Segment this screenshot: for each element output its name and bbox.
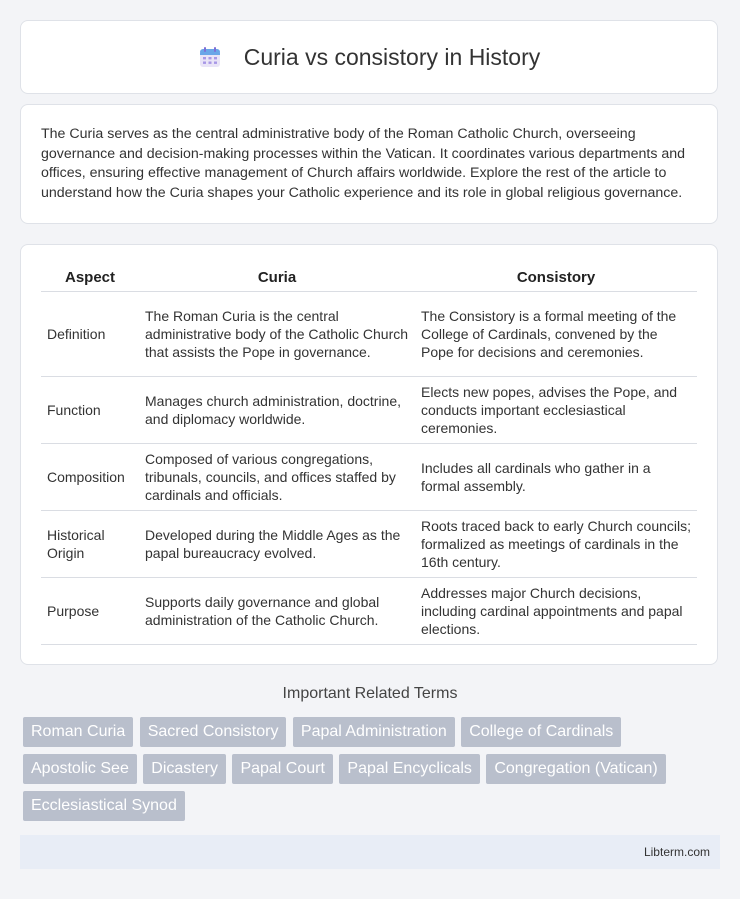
intro-card <box>20 104 718 224</box>
tag-college-of-cardinals[interactable]: College of Cardinals <box>461 717 621 747</box>
title-card <box>20 20 718 94</box>
aspect-cell: Composition <box>41 444 139 511</box>
calendar-icon <box>198 45 222 69</box>
aspect-cell: Function <box>41 377 139 444</box>
consistory-cell: The Consistory is a formal meeting of the College of Cardinals, convened by the Pope for decisions and ceremonies. <box>415 292 697 377</box>
curia-cell: Manages church administration, doctrine, and diplomacy worldwide. <box>139 377 415 444</box>
intro-paragraph: The Curia serves as the central administrative body of the Roman Catholic Church, overseeing governance and decision-making processes within the Vatican. It coordinates various departments and offices, ensuring effective management of Church affairs worldwide. Explore the rest of the article to understand how the Curia shapes your Catholic experience and its role in global religious governance. <box>41 126 686 201</box>
footer <box>20 835 720 869</box>
tag-papal-court[interactable]: Papal Court <box>232 754 333 784</box>
aspect-cell: Definition <box>41 292 139 377</box>
header-consistory: Consistory <box>415 263 697 292</box>
consistory-cell: Includes all cardinals who gather in a formal assembly. <box>415 444 697 511</box>
comparison-card <box>20 244 718 665</box>
curia-cell: Supports daily governance and global administration of the Catholic Church. <box>139 578 415 645</box>
header-aspect: Aspect <box>41 263 139 292</box>
table-row <box>41 377 697 444</box>
tag-roman-curia[interactable]: Roman Curia <box>23 717 133 747</box>
tag-ecclesiastical-synod[interactable]: Ecclesiastical Synod <box>23 791 185 821</box>
header-curia: Curia <box>139 263 415 292</box>
table-row <box>41 511 697 578</box>
comparison-table <box>41 263 697 645</box>
aspect-cell: Purpose <box>41 578 139 645</box>
consistory-cell: Elects new popes, advises the Pope, and conducts important ecclesiastical ceremonies. <box>415 377 697 444</box>
related-terms-list <box>23 717 723 828</box>
consistory-cell: Addresses major Church decisions, including cardinal appointments and papal elections. <box>415 578 697 645</box>
tag-apostolic-see[interactable]: Apostolic See <box>23 754 137 784</box>
table-row <box>41 578 697 645</box>
curia-cell: Composed of various congregations, tribunals, councils, and offices staffed by cardinals and officials. <box>139 444 415 511</box>
table-row <box>41 292 697 377</box>
page-title: Curia vs consistory in History <box>243 43 541 70</box>
tag-papal-administration[interactable]: Papal Administration <box>293 717 455 747</box>
tag-congregation-vatican[interactable]: Congregation (Vatican) <box>486 754 665 784</box>
footer-site-link[interactable]: Libterm.com <box>643 845 710 859</box>
table-row <box>41 444 697 511</box>
curia-cell: Developed during the Middle Ages as the papal bureaucracy evolved. <box>139 511 415 578</box>
curia-cell: The Roman Curia is the central administrative body of the Catholic Church that assists the Pope in governance. <box>139 292 415 377</box>
tag-papal-encyclicals[interactable]: Papal Encyclicals <box>339 754 480 784</box>
related-terms-heading: Important Related Terms <box>282 685 458 702</box>
consistory-cell: Roots traced back to early Church councils; formalized as meetings of cardinals in the 16th century. <box>415 511 697 578</box>
aspect-cell: Historical Origin <box>41 511 139 578</box>
tag-sacred-consistory[interactable]: Sacred Consistory <box>140 717 287 747</box>
tag-dicastery[interactable]: Dicastery <box>143 754 226 784</box>
